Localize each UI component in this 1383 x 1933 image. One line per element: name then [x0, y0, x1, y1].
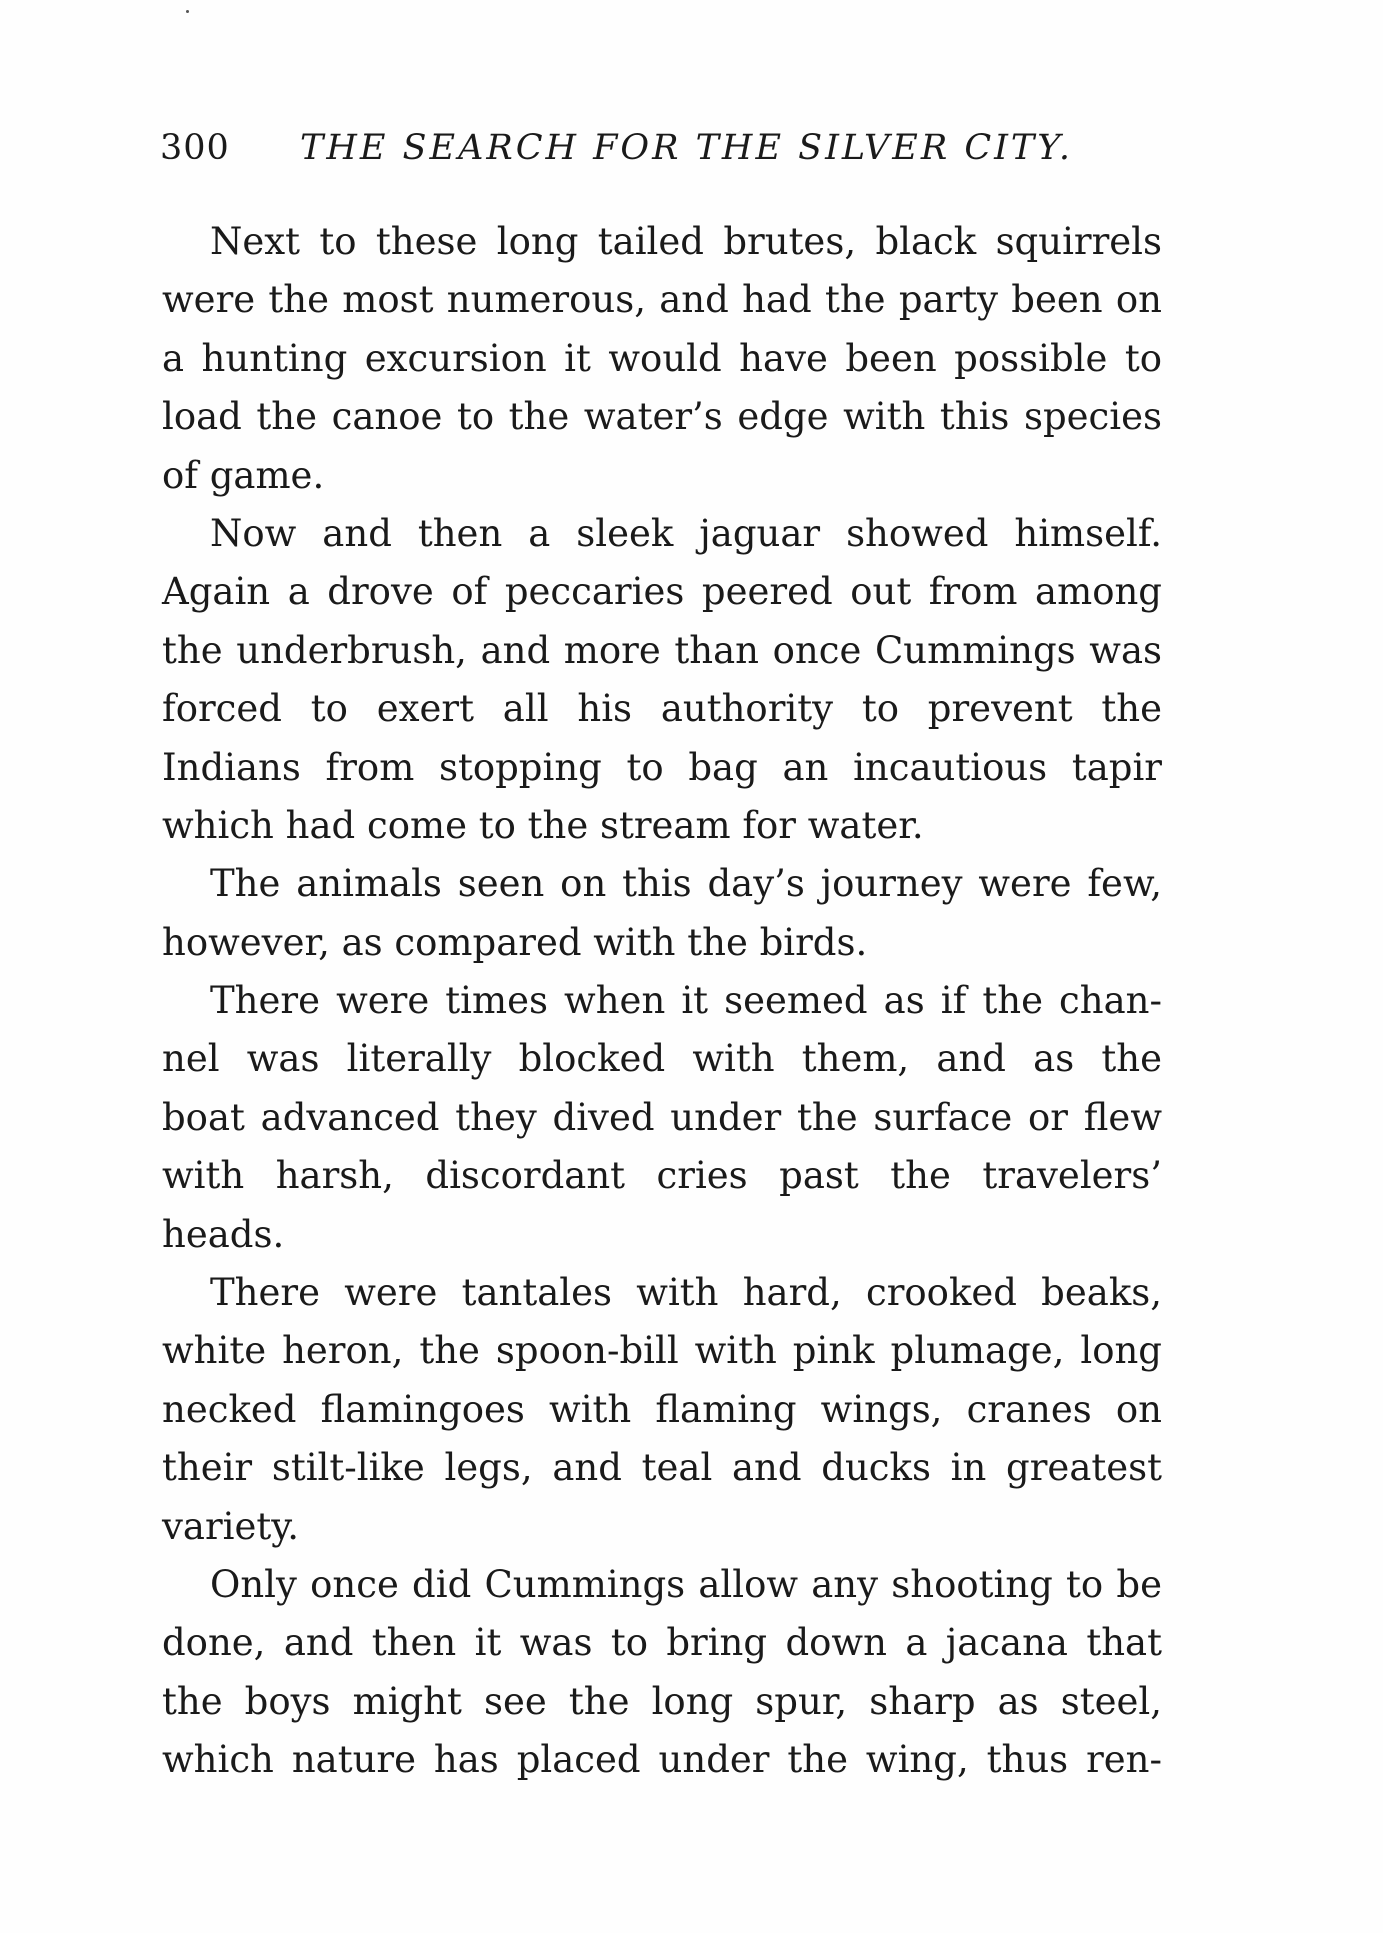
text-line: necked flamingoes with flaming wings, cranes on: [162, 1387, 1162, 1431]
body-text: [162, 213, 1162, 1790]
text-line: boat advanced they dived under the surface or flew: [162, 1095, 1162, 1139]
print-speck: [186, 10, 189, 13]
text-line: done, and then it was to bring down a jacana that: [162, 1621, 1162, 1665]
text-line: There were tantales with hard, crooked beaks,: [210, 1271, 1162, 1315]
running-title: THE SEARCH FOR THE SILVER CITY.: [300, 128, 1073, 168]
text-line: There were times when it seemed as if the chan-: [210, 979, 1162, 1023]
text-line: Indians from stopping to bag an incautious tapir: [162, 745, 1162, 789]
text-line: were the most numerous, and had the party been on: [162, 278, 1162, 322]
text-line: forced to exert all his authority to prevent the: [162, 687, 1162, 731]
text-line: their stilt-like legs, and teal and ducks in greatest: [162, 1446, 1162, 1490]
text-line: heads.: [162, 1212, 285, 1256]
text-line: Again a drove of peccaries peered out from among: [162, 570, 1162, 614]
text-line: the underbrush, and more than once Cummings was: [162, 628, 1162, 672]
text-line: which nature has placed under the wing, thus ren-: [162, 1738, 1162, 1782]
text-line: with harsh, discordant cries past the travelers’: [162, 1154, 1162, 1198]
text-line: a hunting excursion it would have been possible to: [162, 336, 1162, 380]
text-line: Only once did Cummings allow any shooting to be: [210, 1562, 1162, 1606]
running-head: [160, 118, 1160, 178]
page-number: 300: [160, 128, 230, 168]
text-line: load the canoe to the water’s edge with this species: [162, 395, 1162, 439]
text-line: Next to these long tailed brutes, black squirrels: [210, 220, 1162, 263]
text-line: Now and then a sleek jaguar showed himself.: [210, 511, 1162, 555]
text-line: which had come to the stream for water.: [162, 803, 924, 847]
text-line: variety.: [162, 1504, 299, 1548]
text-line: The animals seen on this day’s journey were few,: [210, 862, 1162, 906]
text-line: however, as compared with the birds.: [162, 920, 868, 964]
text-line: of game.: [162, 453, 325, 497]
text-line: nel was literally blocked with them, and as the: [162, 1037, 1162, 1081]
text-line: white heron, the spoon-bill with pink plumage, long: [162, 1329, 1162, 1373]
text-line: the boys might see the long spur, sharp as steel,: [162, 1679, 1162, 1723]
